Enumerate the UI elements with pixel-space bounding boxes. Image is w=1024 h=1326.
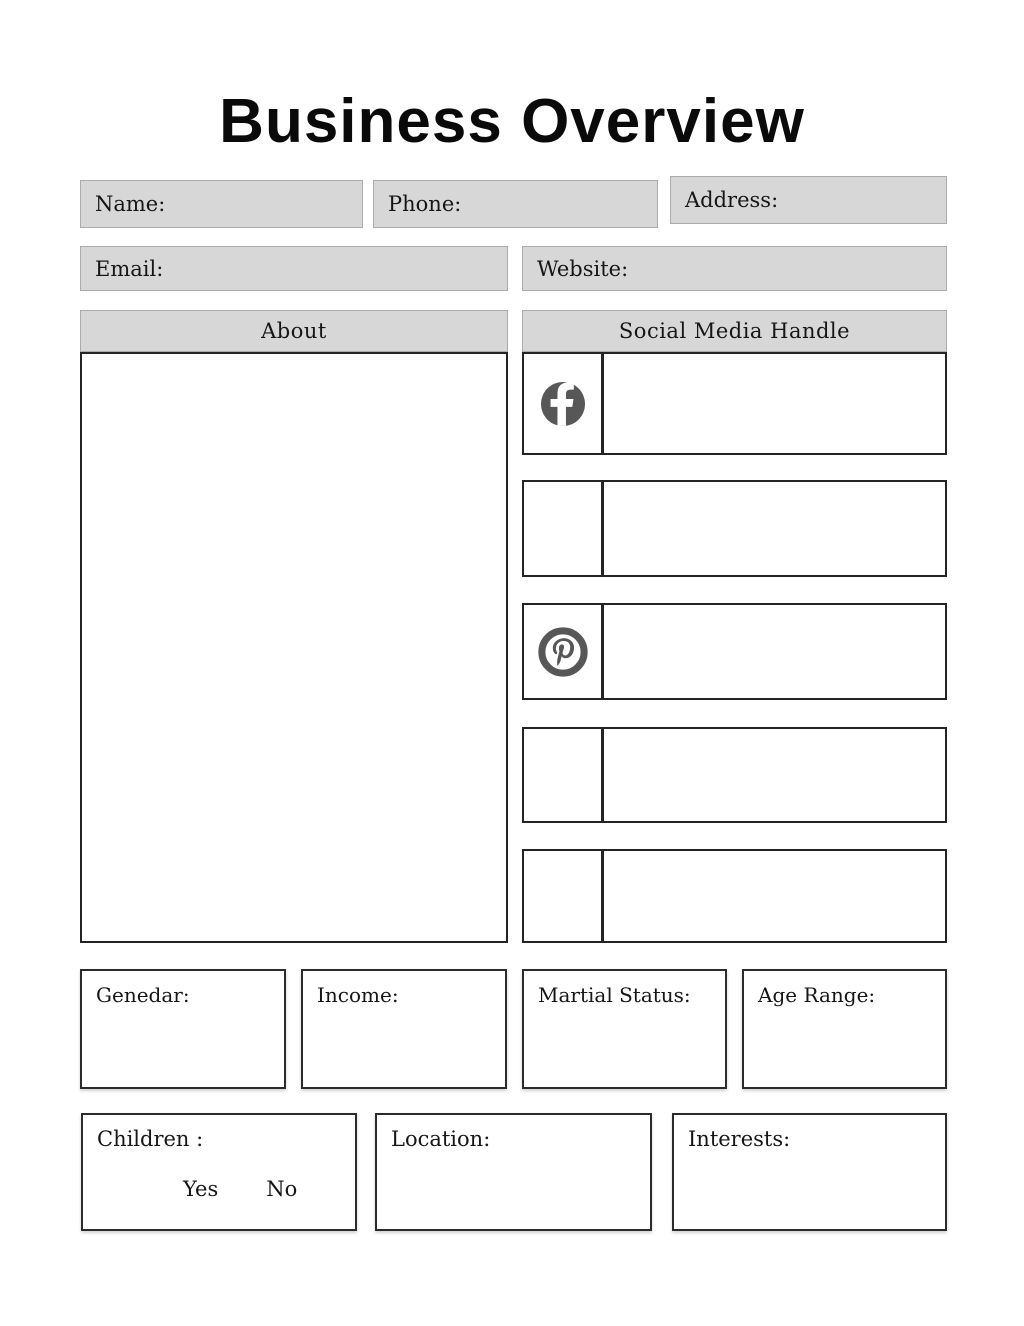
social-icon-cell [524, 729, 604, 821]
social-handle-input[interactable] [604, 354, 945, 453]
social-media-header [522, 310, 947, 352]
age-range-label: Age Range: [758, 983, 876, 1007]
location-label: Location: [391, 1127, 491, 1151]
social-icon-cell [524, 605, 604, 698]
social-handle-input[interactable] [604, 605, 945, 698]
social-icon-cell [524, 851, 604, 941]
age-range-box[interactable] [742, 969, 947, 1089]
children-box[interactable] [81, 1113, 357, 1231]
gender-label: Genedar: [96, 983, 190, 1007]
gender-box[interactable] [80, 969, 286, 1089]
name-label: Name: [95, 192, 166, 216]
social-icon-cell [524, 354, 604, 453]
phone-field[interactable] [373, 180, 658, 228]
children-no-option[interactable]: No [266, 1177, 298, 1201]
social-handle-input[interactable] [604, 482, 945, 575]
social-row-5 [522, 849, 947, 943]
interests-box[interactable] [672, 1113, 947, 1231]
facebook-icon [540, 381, 586, 427]
name-field[interactable] [80, 180, 363, 228]
children-yes-option[interactable]: Yes [183, 1177, 219, 1201]
website-field[interactable] [522, 246, 947, 291]
about-header [80, 310, 508, 352]
social-row-4 [522, 727, 947, 823]
social-handle-input[interactable] [604, 851, 945, 941]
income-label: Income: [317, 983, 399, 1007]
website-label: Website: [537, 256, 629, 281]
marital-status-box[interactable] [522, 969, 727, 1089]
location-box[interactable] [375, 1113, 652, 1231]
marital-status-label: Martial Status: [538, 983, 691, 1007]
social-row-pinterest [522, 603, 947, 700]
interests-label: Interests: [688, 1127, 791, 1151]
social-handle-input[interactable] [604, 729, 945, 821]
income-box[interactable] [301, 969, 507, 1089]
email-label: Email: [95, 256, 164, 281]
phone-label: Phone: [388, 192, 462, 216]
page-title: Business Overview [219, 87, 805, 156]
email-field[interactable] [80, 246, 508, 291]
social-icon-cell [524, 482, 604, 575]
social-media-header-label: Social Media Handle [618, 319, 851, 343]
children-options [97, 1177, 341, 1201]
pinterest-icon [537, 626, 589, 678]
social-row-2 [522, 480, 947, 577]
social-row-facebook [522, 352, 947, 455]
children-label: Children : [97, 1127, 204, 1151]
address-field[interactable] [670, 176, 947, 224]
address-label: Address: [685, 188, 779, 212]
about-header-label: About [261, 319, 327, 343]
about-input-area[interactable] [80, 352, 508, 943]
